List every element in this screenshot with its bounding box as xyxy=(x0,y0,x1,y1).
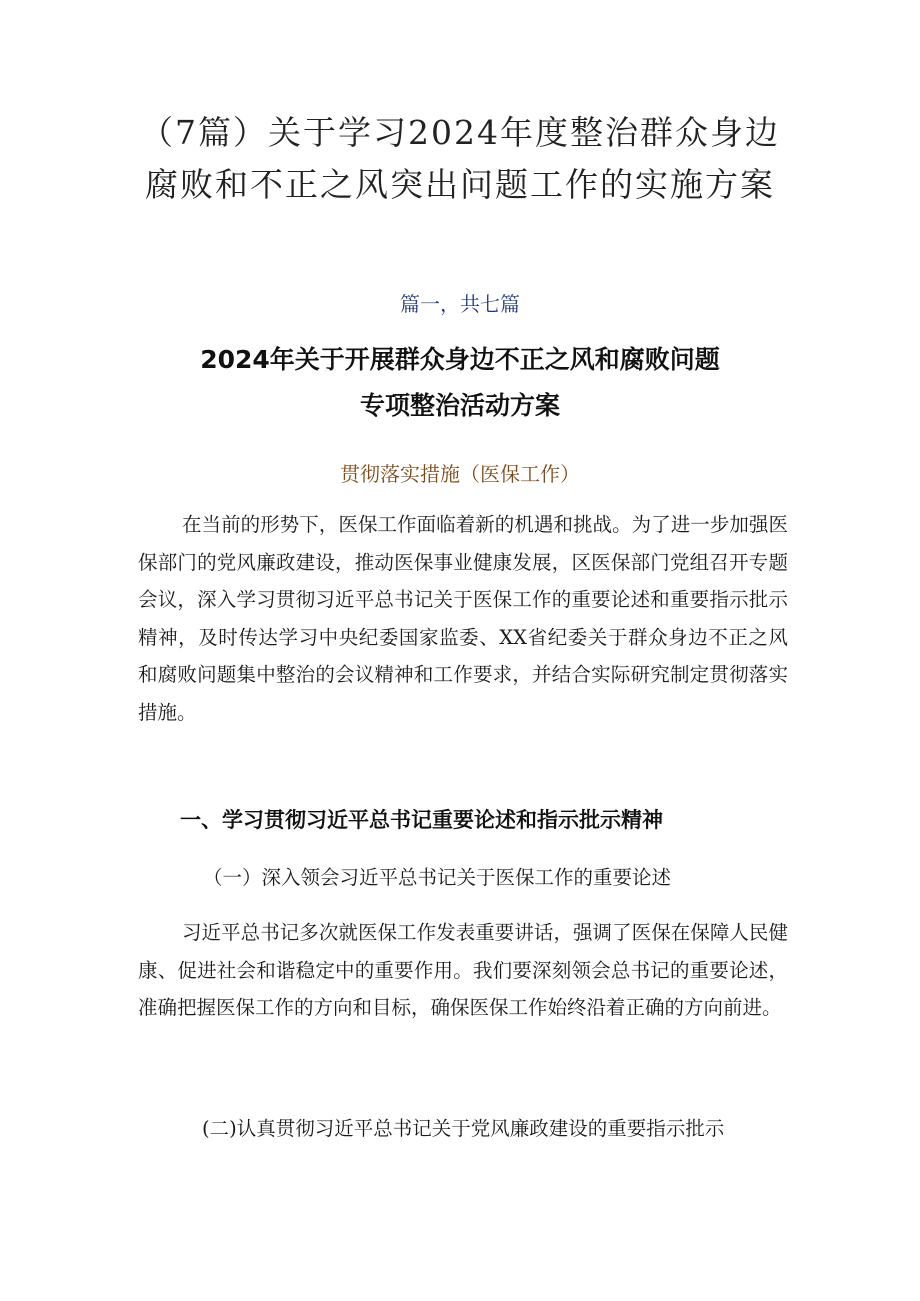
series-label: 篇一，共七篇 xyxy=(400,292,520,316)
intro-paragraph: 在当前的形势下，医保工作面临着新的机遇和挑战。为了进一步加强医保部门的党风廉政建设，推动医保事业健康发展，区医保部门党组召开专题会议，深入学习贯彻习近平总书记关于医保工作的重要论述和重要指示批示精神，及时传达学习中央纪委国家监委、XX省纪委关于群众身边不正之风和腐败问题集中整治的会议精神和工作要求，并结合实际研究制定贯彻落实措施。 xyxy=(138,513,788,724)
subtitle-line-2: 专项整治活动方案 xyxy=(359,391,560,420)
heading-level-2-second: (二)认真贯彻习近平总书记关于党风廉政建设的重要指示批示 xyxy=(202,1117,725,1140)
section-label: 贯彻落实措施（医保工作） xyxy=(340,462,580,486)
subtitle-line-1: 2024年关于开展群众身边不正之风和腐败问题 xyxy=(200,345,720,374)
heading-level-2-first: （一）深入领会习近平总书记关于医保工作的重要论述 xyxy=(203,866,672,889)
heading-level-1: 一、学习贯彻习近平总书记重要论述和指示批示精神 xyxy=(180,808,663,832)
document-title-line-2: 腐败和不正之风突出问题工作的实施方案 xyxy=(145,165,775,204)
paragraph-1-1: 习近平总书记多次就医保工作发表重要讲话，强调了医保在保障人民健康、促进社会和谐稳定中的重要作用。我们要深刻领会总书记的重要论述，准确把握医保工作的方向和目标，确保医保工作始终沿着正确的方向前进。 xyxy=(138,921,788,1019)
document-title-line-1: （7篇）关于学习2024年度整治群众身边 xyxy=(140,113,780,152)
